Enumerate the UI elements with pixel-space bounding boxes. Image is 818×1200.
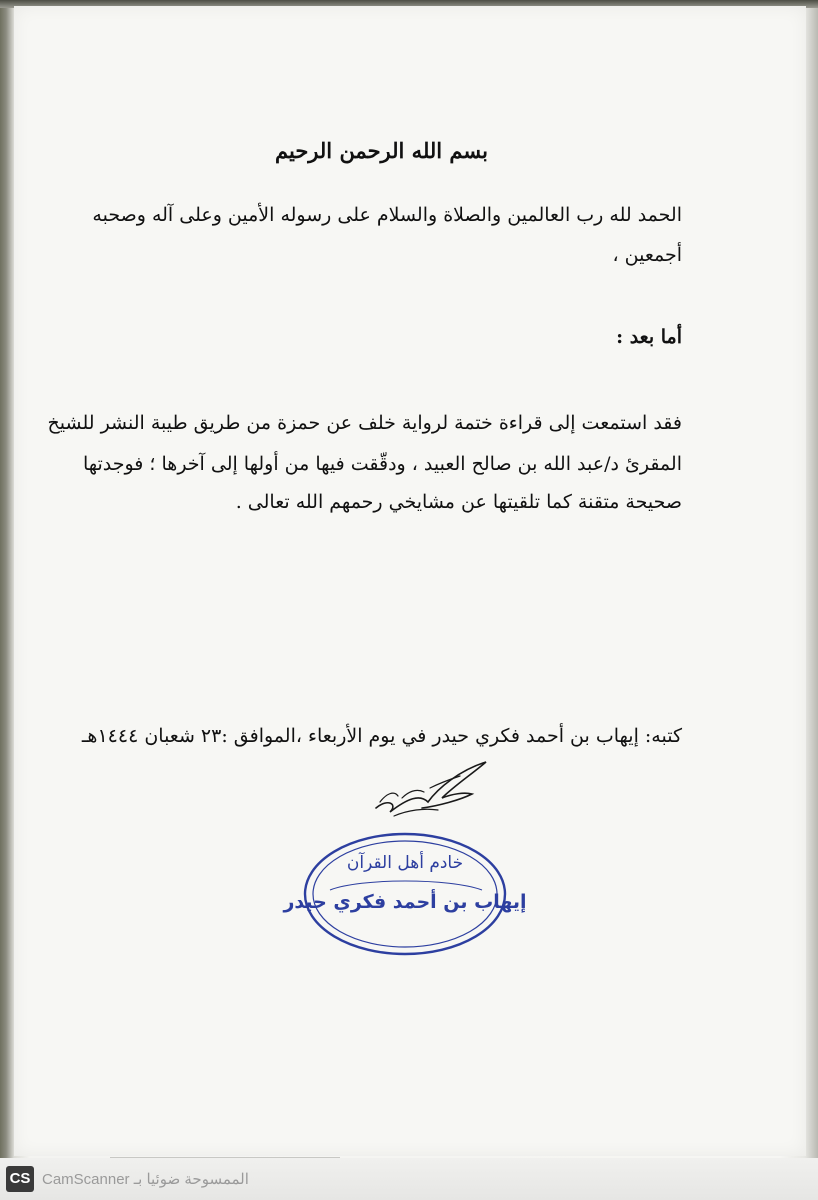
basmala-heading: بسم الله الرحمن الرحيم [275,138,488,163]
official-seal-stamp [283,828,527,960]
camscanner-watermark-text: الممسوحة ضوئيا بـ CamScanner [42,1171,249,1188]
opening-line-2: أجمعين ، [612,244,682,266]
seal-text-bottom: إيهاب بن أحمد فكري حيدر [283,891,527,913]
signed-by-line: كتبه: إيهاب بن أحمد فكري حيدر في يوم الأربعاء ،الموافق :٢٣ شعبان ١٤٤٤هـ [81,725,682,747]
body-line-2: المقرئ د/عبد الله بن صالح العبيد ، ودقّقت فيها من أولها إلى آخرها ؛ فوجدتها [82,453,682,475]
body-line-3: صحيحة متقنة كما تلقيتها عن مشايخي رحمهم الله تعالى . [235,491,682,513]
document-page [14,6,806,1156]
amma-bad-heading: أما بعد : [616,326,682,348]
camscanner-logo-icon: CS [6,1166,34,1192]
handwritten-signature [368,758,494,820]
opening-line-1: الحمد لله رب العالمين والصلاة والسلام على رسوله الأمين وعلى آله وصحبه [92,204,682,226]
seal-text-top: خادم أهل القرآن [346,853,464,873]
body-line-1: فقد استمعت إلى قراءة ختمة لرواية خلف عن حمزة من طريق طيبة النشر للشيخ [47,412,682,434]
